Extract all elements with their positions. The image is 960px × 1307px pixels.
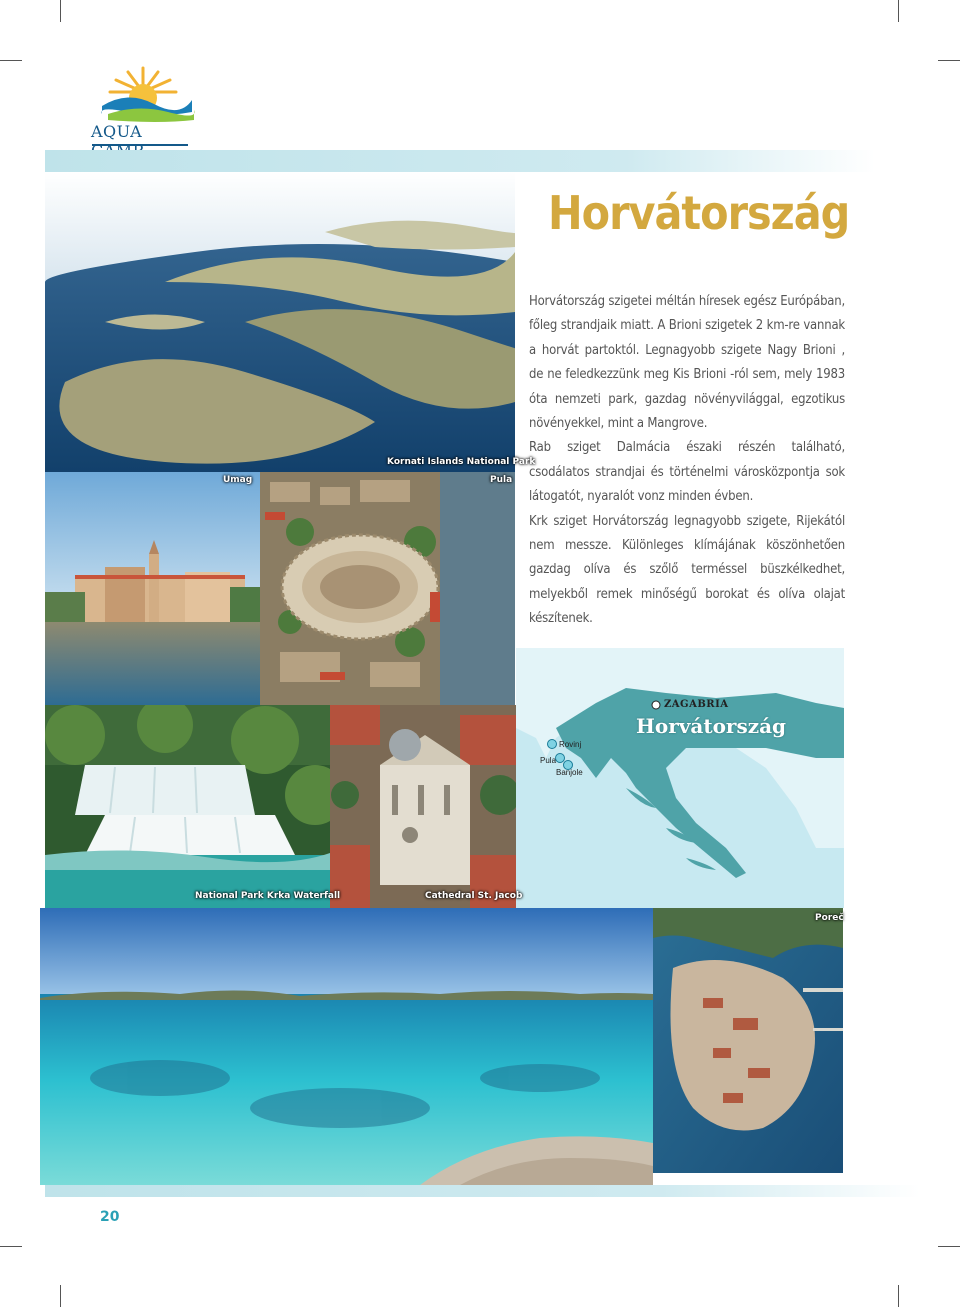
photo-porec xyxy=(653,908,843,1173)
caption-cathedral: Cathedral St. Jacob xyxy=(425,891,523,901)
paragraph-brioni: Horvátország szigetei méltán híresek egész Európában, főleg strandjaik miatt. A Brioni szigetek 2 km-re vannak a horvát partoktól. Legnagyobb szigete Nagy Brioni , de ne feledkezzünk meg Kis Brioni -ról sem, mely 1983 óta nemzeti park, gazdag növényvilággal, egzotikus növényekkel, mint a Mangrove. xyxy=(529,294,845,432)
crop-mark xyxy=(0,1246,22,1247)
page-number: 20 xyxy=(100,1209,120,1225)
caption-umag: Umag xyxy=(223,475,253,485)
map-country-label: Horvátország xyxy=(636,714,787,738)
crop-mark xyxy=(0,60,22,61)
crop-mark xyxy=(60,1285,61,1307)
map-label-pula: Pula xyxy=(540,756,557,765)
map-capital-label: ZAGABRIA xyxy=(664,699,729,710)
caption-krka: National Park Krka Waterfall xyxy=(195,891,341,901)
porec-peninsula-image xyxy=(653,908,843,1173)
croatia-map-graphic xyxy=(516,648,844,908)
body-text xyxy=(529,290,845,632)
top-band xyxy=(45,150,875,172)
paragraph-rab: Rab sziget Dalmácia északi részén található, csodálatos strandjai és történelmi városközpontja sok látogatót, nyaralót vonz minden évben. xyxy=(529,440,845,505)
photo-kornati-islands xyxy=(45,172,515,472)
pula-arena-image xyxy=(260,472,515,705)
turquoise-sea-image xyxy=(40,908,653,1185)
map-label-rovinj: Rovinj xyxy=(559,740,582,749)
photo-pula xyxy=(260,472,515,705)
caption-pula: Pula xyxy=(490,475,513,485)
crop-mark xyxy=(938,60,960,61)
crop-mark xyxy=(60,0,61,22)
cathedral-image xyxy=(330,705,516,908)
sun-wave-icon xyxy=(88,60,198,124)
page-title: Horvátország xyxy=(548,186,850,240)
photo-krka-waterfall xyxy=(45,705,330,908)
croatia-map xyxy=(516,648,844,908)
logo-text: AQUA xyxy=(91,122,143,141)
umag-town-image xyxy=(45,472,260,705)
crop-mark xyxy=(938,1246,960,1247)
bottom-band xyxy=(45,1185,920,1197)
kornati-islands-image xyxy=(45,172,515,472)
crop-mark xyxy=(898,1285,899,1307)
caption-porec: Poreč xyxy=(815,913,844,923)
aqua-camp-logo xyxy=(88,60,198,150)
map-label-banjole: Banjole xyxy=(556,768,583,777)
photo-cathedral xyxy=(330,705,516,908)
photo-umag xyxy=(45,472,260,705)
logo-underline xyxy=(92,144,188,146)
krka-waterfall-image xyxy=(45,705,330,908)
paragraph-krk: Krk sziget Horvátország legnagyobb szigete, Rijekától nem messze. Különleges klímájának köszönhetően gazdag olíva és szőlő terméssel büszkélkedhet, melyekből remek minőségű borokat és olíva olajat készítenek. xyxy=(529,513,845,627)
photo-beach xyxy=(40,908,653,1185)
caption-kornati: Kornati Islands National Park xyxy=(387,457,536,467)
crop-mark xyxy=(898,0,899,22)
